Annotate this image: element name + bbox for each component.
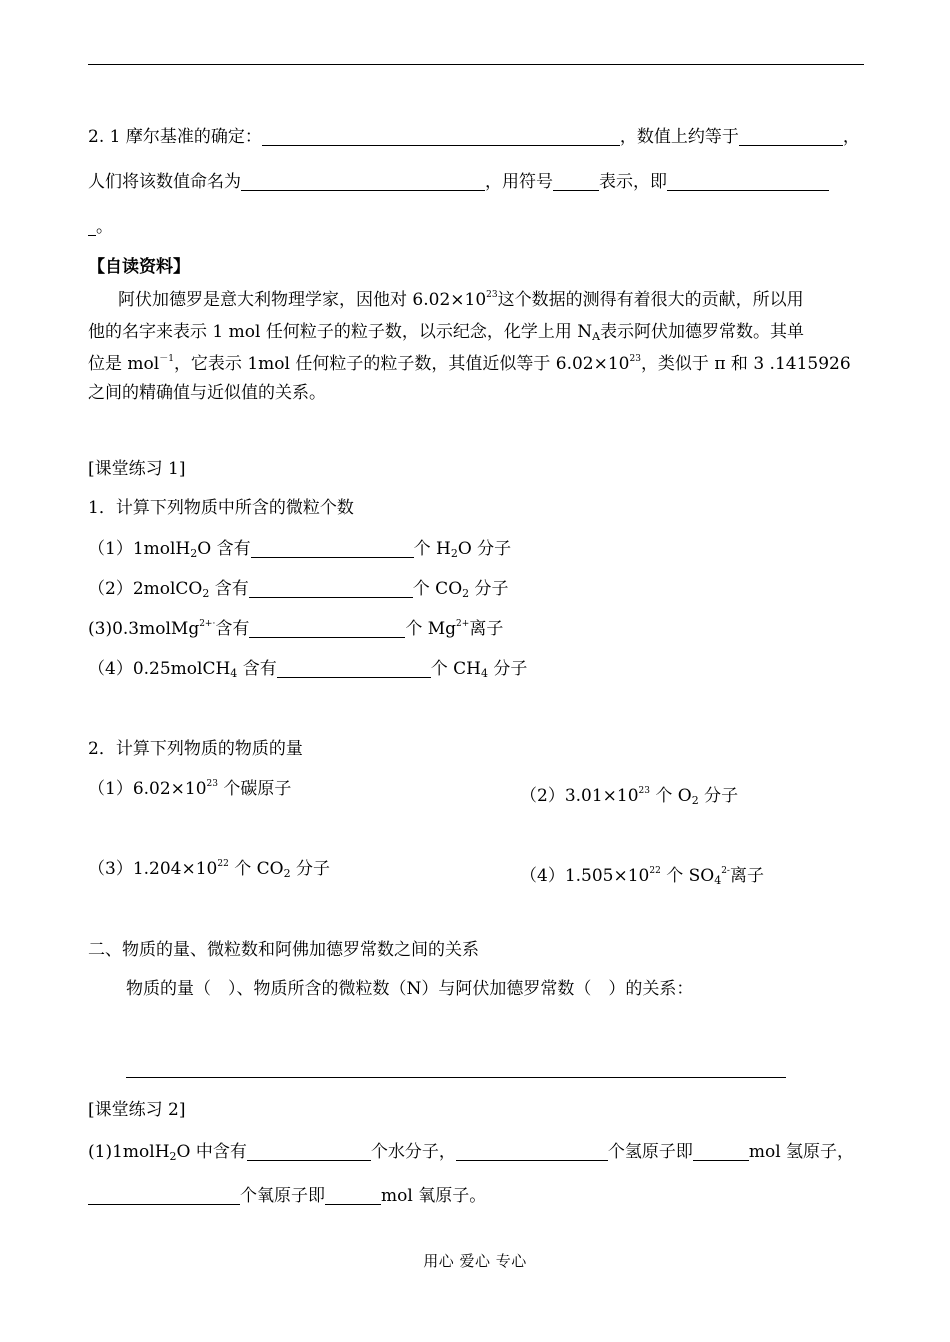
blank-equation[interactable]: [667, 173, 829, 191]
q2i2-b: 个 O: [650, 786, 692, 806]
reading-p1-a: 阿伏加德罗是意大利物理学家，因他对 6.02×10: [118, 290, 487, 310]
section-2-title: 二、物质的量、微粒数和阿佛加德罗常数之间的关系: [88, 940, 479, 960]
ex2-l2-b: mol 氧原子。: [381, 1186, 487, 1206]
s21-end: ，: [842, 127, 860, 147]
section-2-1-line1: [88, 128, 860, 146]
item2-sub2: 2: [462, 587, 470, 600]
blank-value[interactable]: [739, 128, 843, 146]
s21-line3-end: 。: [96, 217, 113, 237]
exercise-1-title: [课堂练习 1]: [88, 459, 186, 479]
item3-sup2: 2+: [456, 619, 470, 629]
s21-line2-prefix: 人们将该数值命名为: [88, 172, 241, 192]
s21-line2-mid: ，用符号: [485, 172, 553, 192]
item3-d: 离子: [469, 619, 504, 639]
section-2-1-line2: [88, 173, 829, 191]
q2i1-a: （1）6.02×10: [88, 779, 207, 799]
reading-p1-b: 这个数据的测得有着很大的贡献，所以用: [497, 290, 804, 310]
q2i4-sup2: 2-: [721, 866, 730, 876]
q2i4-sub: 4: [714, 874, 722, 887]
ex2-l1-d: 个氢原子即: [607, 1142, 693, 1162]
item2-d: 分子: [469, 579, 509, 599]
section-2-text: 物质的量（ ）、物质所含的微粒数（N）与阿伏加德罗常数（ ）的关系：: [126, 979, 694, 999]
item4-d: 分子: [487, 659, 528, 679]
q2i2-sup: 23: [638, 786, 650, 796]
exercise-1-q1: 1．计算下列物质中所含的微粒个数: [88, 498, 354, 518]
q2-item-3: [88, 861, 330, 878]
exercise-2-line1: [88, 1143, 854, 1161]
item2-b: 含有: [209, 579, 249, 599]
q2i3-a: （3）1.204×10: [88, 859, 218, 879]
section-2-1-line3: [88, 218, 113, 236]
q2i4-a: （4）1.505×10: [520, 866, 650, 886]
s21-prefix: 2. 1 摩尔基准的确定：: [88, 127, 262, 147]
q2i4-c: 离子: [729, 866, 764, 886]
blank-oxygen-mol[interactable]: [325, 1187, 381, 1205]
q2-item-4: [520, 861, 764, 886]
blank-item-3[interactable]: [249, 620, 405, 638]
item4-sub1: 4: [230, 667, 238, 680]
reading-p3-b: ，它表示 1mol 任何粒子的粒子数，其值近似等于 6.02×10: [173, 354, 630, 374]
header-rule: [88, 64, 864, 65]
item2-sub1: 2: [202, 587, 210, 600]
blank-equation-cont[interactable]: [88, 218, 96, 236]
item3-sup1: 2+·: [199, 619, 216, 629]
q2i2-a: （2）3.01×10: [520, 786, 639, 806]
item4-b: 含有: [237, 659, 277, 679]
blank-item-4[interactable]: [277, 660, 431, 678]
blank-hydrogen-mol[interactable]: [693, 1143, 749, 1161]
exercise-2-line2: [88, 1187, 486, 1205]
blank-water-molecules[interactable]: [247, 1143, 371, 1161]
reading-p1-sup: 23: [486, 290, 498, 300]
q2-item-1: [88, 781, 291, 798]
reading-para-line4: 之间的精确值与近似值的关系。: [88, 383, 326, 403]
blank-item-1[interactable]: [251, 540, 414, 558]
reading-para-line3: [88, 356, 851, 373]
reading-p2-b: 表示阿伏加德罗常数。其单: [600, 322, 805, 342]
blank-oxygen-atoms[interactable]: [88, 1187, 240, 1205]
exercise-1-item-1: [88, 540, 511, 558]
reading-p2-sub: A: [592, 330, 601, 343]
blank-item-2[interactable]: [249, 580, 413, 598]
item1-d: O 分子: [457, 539, 512, 559]
item4-a: （4）0.25molCH: [88, 659, 231, 679]
q2i4-b: 个 SO: [660, 866, 715, 886]
item2-a: （2）2molCO: [88, 579, 203, 599]
q2i2-sub: 2: [691, 794, 699, 807]
blank-definition[interactable]: [262, 128, 620, 146]
page-footer: 用心 爱心 专心: [423, 1252, 527, 1270]
blank-name[interactable]: [241, 173, 485, 191]
reading-p3-sup2: 23: [629, 354, 641, 364]
q2i3-c: 分子: [290, 859, 330, 879]
blank-hydrogen-atoms[interactable]: [456, 1143, 608, 1161]
blank-symbol[interactable]: [553, 173, 599, 191]
exercise-1-item-4: [88, 660, 527, 678]
item4-sub2: 4: [480, 667, 488, 680]
reading-p3-sup: －1: [159, 354, 174, 364]
item4-c: 个 CH: [430, 659, 481, 679]
ex2-l1-b: O 中含有: [176, 1142, 247, 1162]
q2i3-sup: 22: [217, 859, 229, 869]
q2i1-b: 个碳原子: [218, 779, 292, 799]
exercise-1-q2: 2．计算下列物质的物质的量: [88, 739, 303, 759]
answer-line[interactable]: [126, 1077, 786, 1078]
item2-c: 个 CO: [412, 579, 463, 599]
item3-b: 含有: [215, 619, 250, 639]
ex2-l1-c: 个水分子，: [370, 1142, 456, 1162]
exercise-1-item-2: [88, 580, 509, 598]
q2-item-2: [520, 781, 738, 806]
ex2-l1-a: (1)1molH: [88, 1142, 170, 1162]
reading-p3-c: ，类似于 π 和 3 .1415926: [640, 354, 851, 374]
q2i1-sup: 23: [206, 779, 218, 789]
q2i4-sup: 22: [649, 866, 661, 876]
reading-p2-a: 他的名字来表示 1 mol 任何粒子的粒子数，以示纪念，化学上用 N: [88, 322, 593, 342]
item3-c: 个 Mg: [405, 619, 457, 639]
q2i3-b: 个 CO: [228, 859, 284, 879]
q2i3-sub: 2: [283, 867, 291, 880]
reading-para-line2: [88, 324, 804, 341]
exercise-1-item-3: [88, 620, 503, 638]
item1-sub2: 2: [450, 547, 458, 560]
q2i2-c: 分子: [698, 786, 739, 806]
ex2-l1-sub: 2: [169, 1150, 177, 1163]
item1-a: （1）1molH: [88, 539, 191, 559]
s21-line2-mid2: 表示，即: [599, 172, 667, 192]
item3-a: (3)0.3molMg: [88, 619, 200, 639]
exercise-2-title: [课堂练习 2]: [88, 1100, 186, 1120]
ex2-l2-a: 个氧原子即: [240, 1186, 325, 1206]
item1-b: O 含有: [197, 539, 251, 559]
item1-sub1: 2: [190, 547, 198, 560]
s21-mid: ，数值上约等于: [619, 127, 739, 147]
ex2-l1-e: mol 氢原子，: [748, 1142, 855, 1162]
reading-title: 【自读资料】: [88, 257, 190, 277]
reading-p3-a: 位是 mol: [88, 354, 160, 374]
item1-c: 个 H: [413, 539, 451, 559]
reading-para-line1: [118, 292, 804, 309]
